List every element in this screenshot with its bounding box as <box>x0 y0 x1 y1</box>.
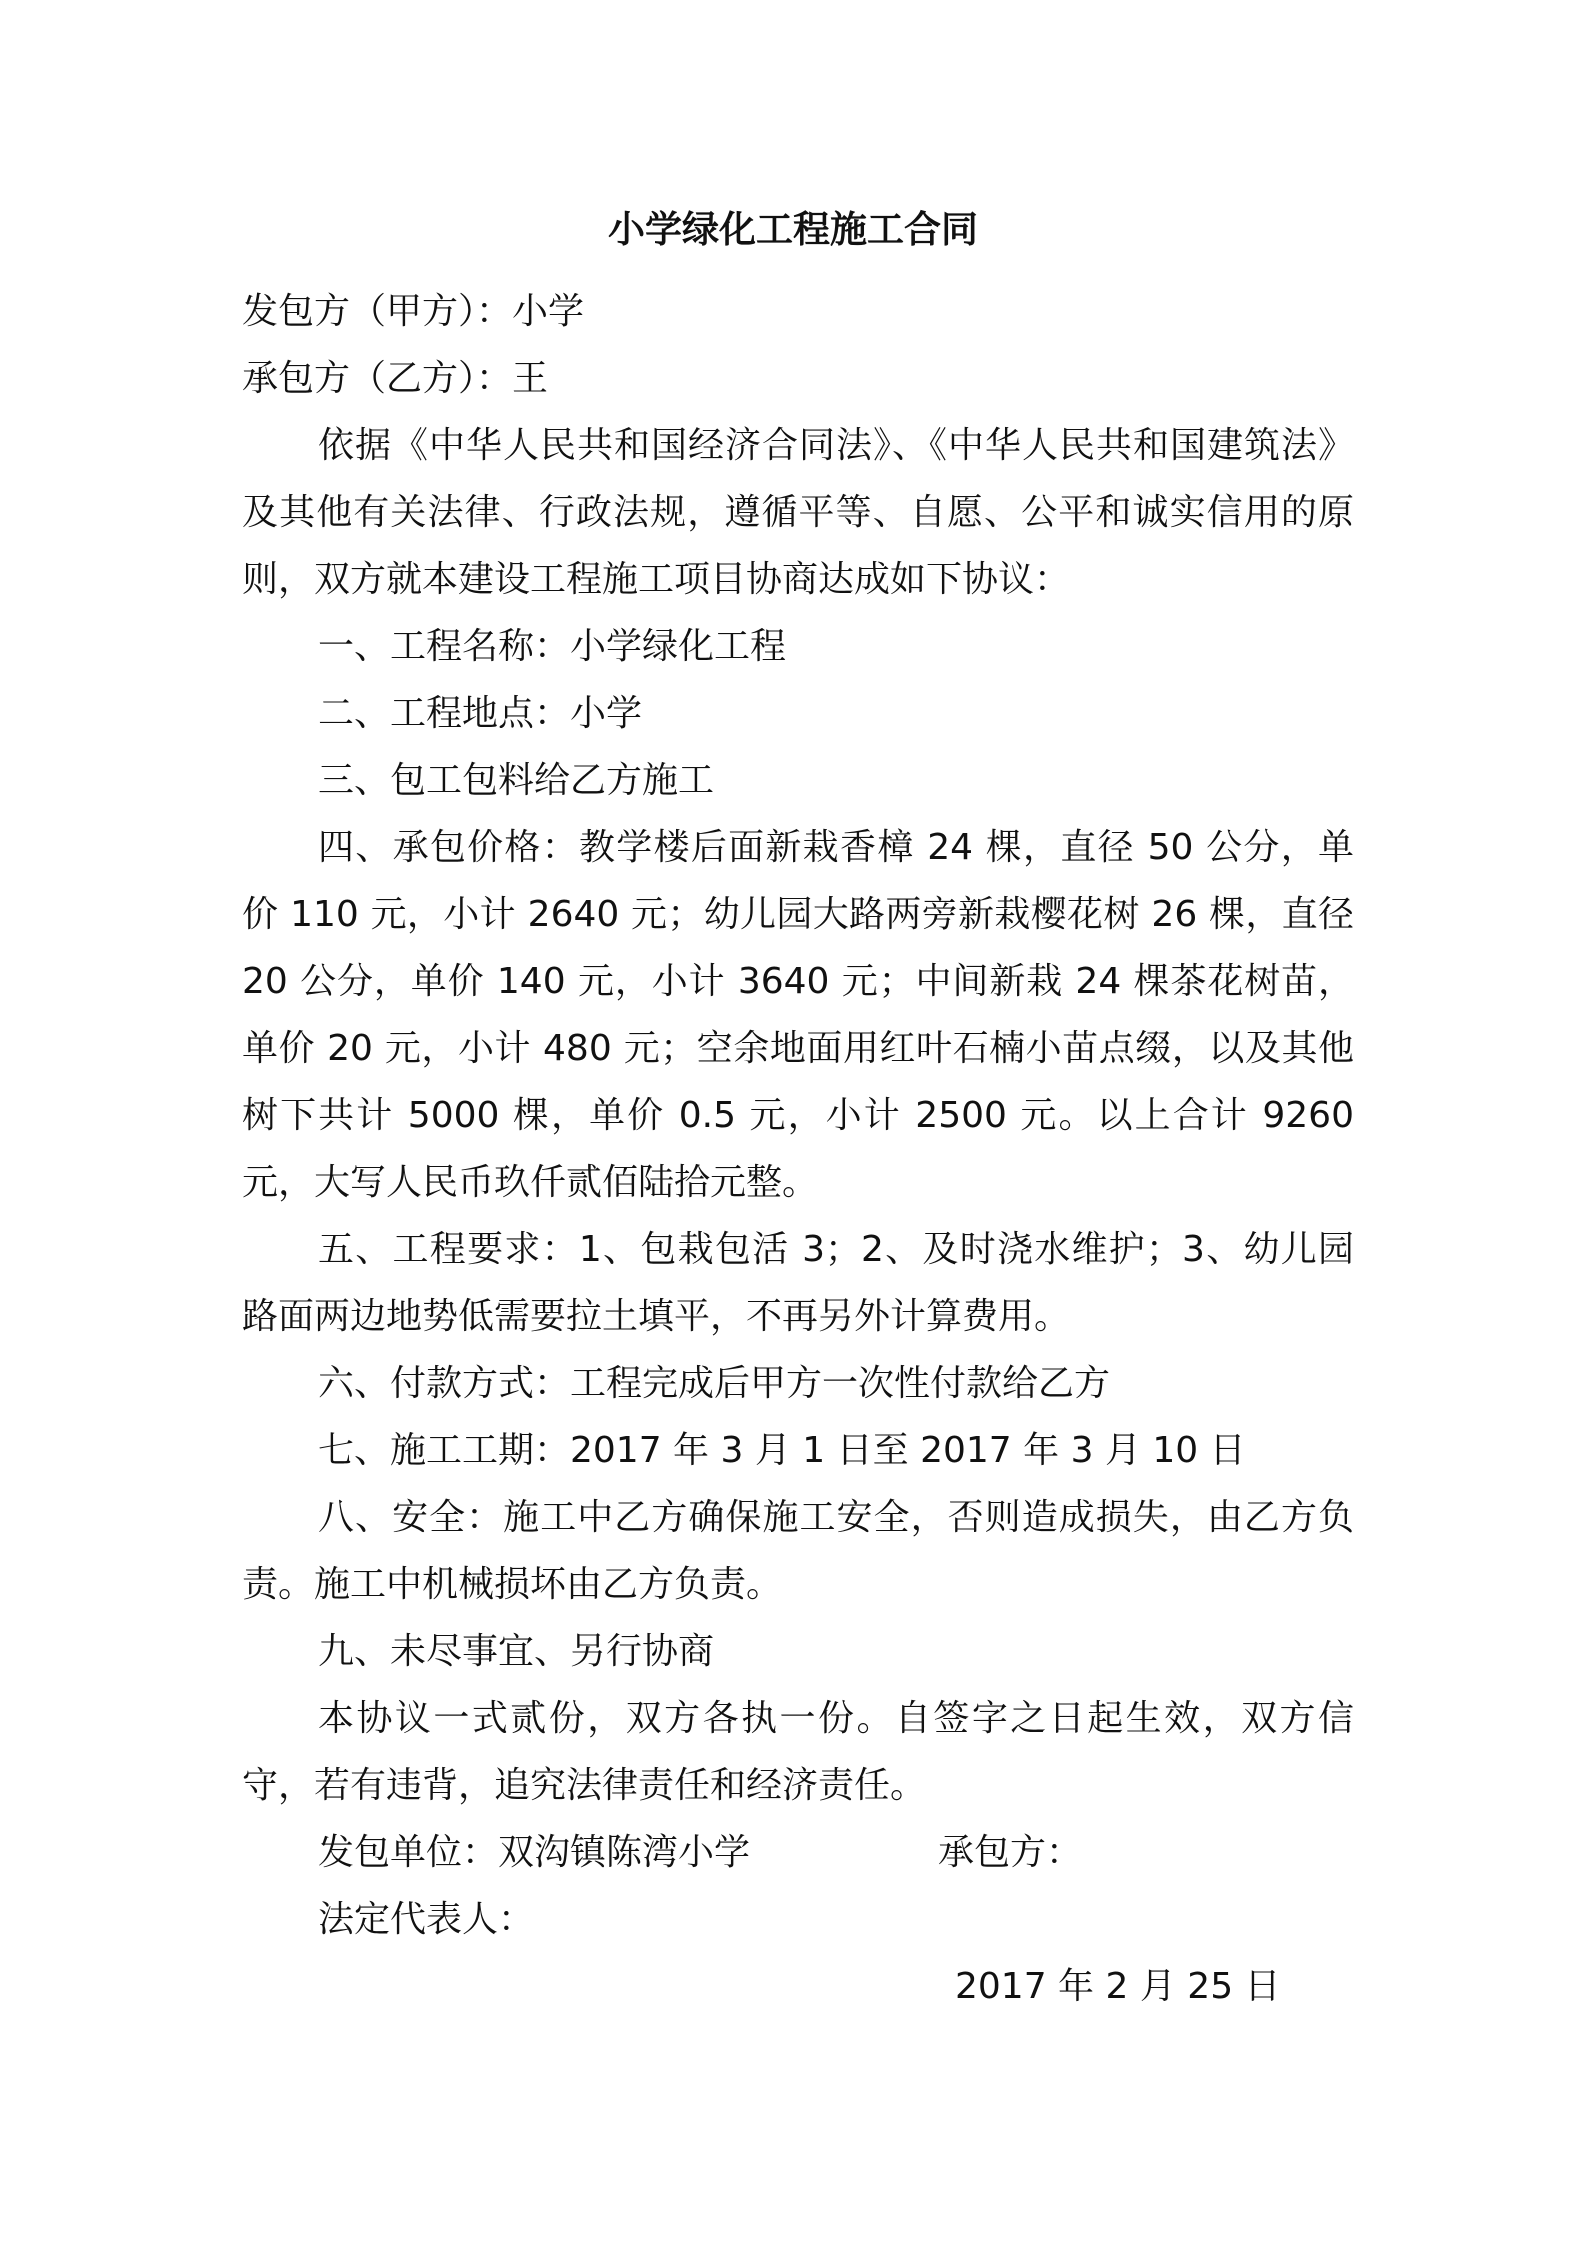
date-row <box>242 1953 1354 2020</box>
legal-rep-row <box>242 1886 1354 1953</box>
clause-6: 六、付款方式：工程完成后甲方一次性付款给乙方 <box>318 1363 1111 1404</box>
party-b-line: 承包方（乙方）：王 <box>242 358 549 399</box>
document-body <box>242 278 1354 2020</box>
closing-paragraph: 本协议一式贰份，双方各执一份。自签字之日起生效，双方信守，若有违背，追究法律责任和经济责任。 <box>242 1698 1354 1806</box>
clause-9: 九、未尽事宜、另行协商 <box>318 1631 715 1672</box>
clause-1: 一、工程名称：小学绿化工程 <box>318 626 787 667</box>
document-title: 小学绿化工程施工合同 <box>608 208 978 251</box>
signing-date: 2017 年 2 月 25 日 <box>955 1966 1281 2007</box>
signature-row <box>242 1819 1354 1886</box>
clause-7: 七、施工工期：2017 年 3 月 1 日至 2017 年 3 月 10 日 <box>318 1430 1246 1471</box>
issuer-signature: 发包单位：双沟镇陈湾小学 <box>318 1832 751 1873</box>
contractor-signature: 承包方： <box>938 1832 1083 1873</box>
clause-2: 二、工程地点：小学 <box>318 693 643 734</box>
clause-3: 三、包工包料给乙方施工 <box>318 760 715 801</box>
clause-4: 四、承包价格：教学楼后面新栽香樟 24 棵，直径 50 公分，单价 110 元，小计 2640 元；幼儿园大路两旁新栽樱花树 26 棵，直径 20 公分，单价 140 元，小计 3640 元；中间新栽 24 棵茶花树苗，单价 20 元，小计 480 元；空余地面用红叶石楠小苗点缀，以及其他树下共计 5000 棵，单价 0.5 元，小计 2500 元。以上合计 9260 元，大写人民币玖仟贰佰陆拾元整。 <box>242 827 1354 1203</box>
clause-8: 八、安全：施工中乙方确保施工安全，否则造成损失，由乙方负责。施工中机械损坏由乙方负责。 <box>242 1497 1354 1605</box>
clause-5: 五、工程要求：1、包栽包活 3；2、及时浇水维护；3、幼儿园路面两边地势低需要拉土填平，不再另外计算费用。 <box>242 1229 1354 1337</box>
legal-representative: 法定代表人： <box>318 1899 535 1940</box>
party-a-line: 发包方（甲方）：小学 <box>242 291 585 332</box>
preamble-paragraph: 依据《中华人民共和国经济合同法》、《中华人民共和国建筑法》及其他有关法律、行政法规，遵循平等、自愿、公平和诚实信用的原则，双方就本建设工程施工项目协商达成如下协议： <box>242 425 1354 600</box>
